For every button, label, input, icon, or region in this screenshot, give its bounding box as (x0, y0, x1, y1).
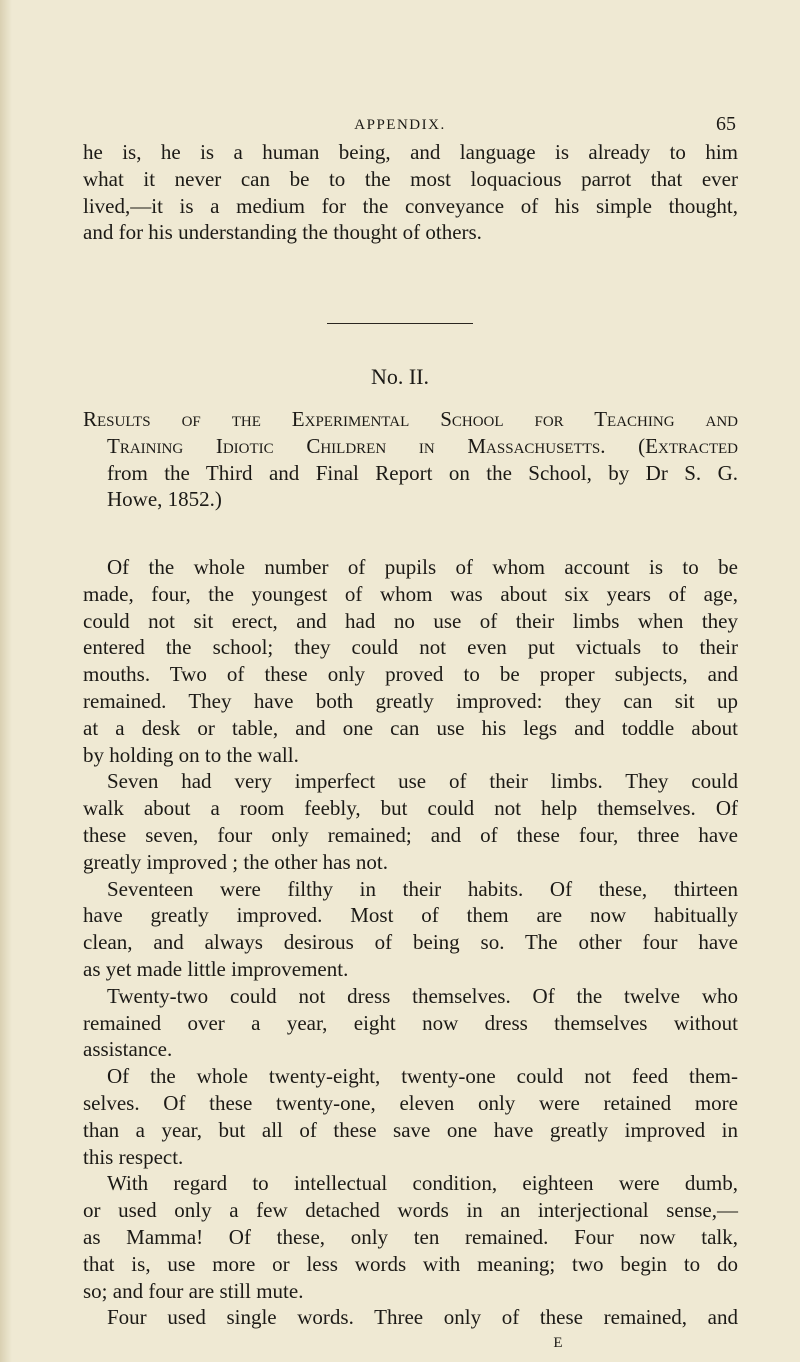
body-text (83, 554, 738, 1331)
section-title-line: Results of the Experimental School for Teaching and (83, 407, 738, 431)
text-line: Of the whole number of pupils of whom account is to be (107, 555, 738, 579)
text-line: assistance. (83, 1037, 173, 1062)
text-line: entered the school; they could not even put victuals to their (83, 635, 738, 660)
running-title: APPENDIX. (354, 117, 446, 133)
text-line: as Mamma! Of these, only ten remained. Four now talk, (83, 1224, 738, 1249)
text-line: Seven had very imperfect use of their limbs. They could (107, 769, 738, 794)
text-line: Of the whole twenty-eight, twenty-one could not feed them- (107, 1064, 738, 1089)
text-line: so; and four are still mute. (83, 1278, 304, 1303)
text-line: or used only a few detached words in an interjectional sense,— (83, 1198, 738, 1223)
section-number: No. II. (370, 364, 430, 389)
text-line: greatly improved ; the other has not. (83, 849, 389, 874)
text-line: than a year, but all of these save one have greatly improved in (83, 1117, 738, 1142)
text-line: that is, use more or less words with meaning; two begin to do (83, 1251, 738, 1276)
section-title-line: Howe, 1852.) (107, 487, 222, 512)
text-line: could not sit erect, and had no use of their limbs when they (83, 608, 738, 633)
text-line: selves. Of these twenty-one, eleven only were retained more (83, 1090, 738, 1115)
text-line: With regard to intellectual condition, eighteen were dumb, (107, 1171, 738, 1196)
text-line: lived,—it is a medium for the conveyance of his simple thought, (83, 193, 738, 218)
text-line: this respect. (83, 1144, 184, 1169)
text-line: mouths. Two of these only proved to be proper subjects, and (83, 662, 738, 687)
text-line: and for his understanding the thought of others. (83, 220, 482, 245)
section-title (83, 406, 738, 513)
continuation-paragraph (83, 139, 738, 246)
text-line: by holding on to the wall. (83, 742, 299, 767)
text-line: have greatly improved. Most of them are now habitually (83, 903, 738, 928)
signature-mark: E (553, 1335, 563, 1351)
text-line: Twenty-two could not dress themselves. Of the twelve who (107, 983, 738, 1008)
text-line: as yet made little improvement. (83, 956, 349, 981)
section-title-line: from the Third and Final Report on the School, by Dr S. G. (107, 460, 738, 485)
running-head (0, 113, 800, 137)
text-line: remained. They have both greatly improved: they can sit up (83, 688, 738, 713)
page-number: 65 (716, 113, 736, 135)
page-edge-shadow (0, 0, 12, 1362)
text-line: what it never can be to the most loquacious parrot that ever (83, 166, 738, 191)
text-line: these seven, four only remained; and of these four, three have (83, 822, 738, 847)
text-line: Four used single words. Three only of these remained, and (107, 1305, 738, 1330)
text-line: walk about a room feebly, but could not help themselves. Of (83, 796, 738, 821)
text-line: Seventeen were filthy in their habits. Of these, thirteen (107, 876, 738, 901)
text-line: clean, and always desirous of being so. The other four have (83, 930, 738, 955)
section-title-line: Training Idiotic Children in Massachusetts. (Extracted (107, 433, 738, 458)
text-line: he is, he is a human being, and language is already to him (83, 140, 738, 164)
text-line: made, four, the youngest of whom was about six years of age, (83, 581, 738, 606)
section-divider (327, 323, 473, 324)
text-line: at a desk or table, and one can use his legs and toddle about (83, 715, 738, 740)
text-line: remained over a year, eight now dress themselves without (83, 1010, 738, 1035)
